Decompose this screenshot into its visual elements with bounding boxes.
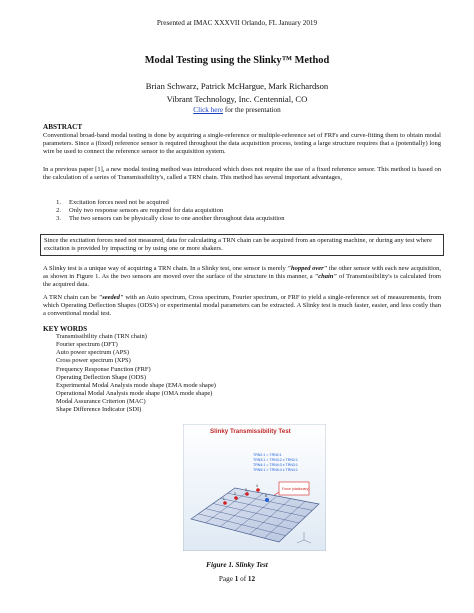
keyword-item: Frequency Response Function (FRF) [56,365,151,373]
figure-panel-title: Slinky Transmissibility Test [210,428,291,435]
list-item: 3. The two sensors can be physically close to one another throughout data acquisition [56,215,285,223]
highlight-box: Since the excitation forces need not measured, data for calculating a TRN chain can be acquired from an operating machine, or during any test where excitation is provided by impacting or by using one or more shakers. [40,234,444,256]
page-number: 1 [234,575,239,583]
advantages-list [43,199,441,224]
affiliation: Vibrant Technology, Inc. Centennial, CO [166,94,308,104]
seeded-term: "seeded" [98,294,124,301]
abstract-paragraph-1: Conventional broad-band modal testing is done by acquiring a single-reference or multiple-reference set of FRFs and curve-fitting them to obtain modal parameters. Since a (fixed) reference sensor is required throughout the data acquisition process, testing a large structure requires that a (potentially) long wire be used to connect the reference sensor to the acquisition system. [43,132,441,156]
paper-title: Modal Testing using the Slinky™ Method [144,55,330,66]
trn-equation: TRN4:1 = TRN4:3 x TRN3:1 [253,463,298,467]
keywords-list [56,333,216,415]
keywords-heading: KEY WORDS [43,325,88,333]
sensor-marker [223,501,227,505]
list-item: 2. Only two response sensors are required for data acquisition [56,207,224,215]
trn-equation: TRN5:1 = TRN5:4 x TRN4:1 [253,468,298,472]
chain-term: "chain" [314,273,338,281]
force-callout-text: Force (stationary) [282,487,310,491]
sensor-marker [234,496,238,500]
keyword-item: Operating Deflection Shape (ODS) [56,373,146,381]
hopped-over-term: "hopped over" [287,265,328,272]
list-item: 1. Excitation forces need not be acquired [56,199,169,206]
presentation-text: for the presentation [223,106,281,114]
keyword-item: Transmissibility chain (TRN chain) [56,333,147,340]
keyword-item: Cross power spectrum (XPS) [56,357,131,365]
keyword-item: Shape Difference Indicator (SDI) [56,406,142,414]
presentation-line [0,106,474,114]
keyword-item: Auto power spectrum (APS) [56,349,129,357]
sensor-marker [245,492,249,496]
sensor-marker [256,488,260,492]
page-footer: Page 1 of 12 [218,575,256,583]
trn-equation: TRN2:1 = TRN2:1 [253,453,282,457]
keyword-item: Modal Assurance Criterion (MAC) [56,398,146,406]
keyword-item: Operational Modal Analysis mode shape (OMA mode shape) [56,390,213,398]
abstract-paragraph-3: A Slinky test is a unique way of acquiring a TRN chain. In a Slinky test, one sensor is merely "hopped over" the other sensor with each new acquisition, as shown in Figure 1. As the two sensors are moved over the surface of the structure in this manner, a "chain" of Transmissibility's is calculated from the acquired data. [43,265,441,289]
figure-caption: Figure 1. Slinky Test [206,561,268,569]
keyword-item: Fourier spectrum (DFT) [56,341,118,349]
point-label: 4 [256,484,258,488]
point-label: 3 [245,488,247,492]
point-label: 2 [234,492,236,496]
trn-equation: TRN3:1 = TRN3:2 x TRN2:1 [253,458,298,462]
abstract-paragraph-2: In a previous paper [1], a new modal testing method was introduced which does not require the use of a fixed reference sensor. This method is based on the calculation of a series of Transmissibility's, called a TRN chain. This method has several important advantages, [43,166,441,182]
force-marker [265,498,269,502]
presentation-link[interactable]: Click here [193,106,224,114]
author-list: Brian Schwarz, Patrick McHargue, Mark Richardson [145,81,329,91]
point-label: 1 [223,497,225,501]
abstract-heading: ABSTRACT [43,123,83,131]
page-total: 12 [247,575,256,583]
slinky-test-figure [183,424,326,551]
point-label: 5 [265,494,267,498]
keyword-item: Experimental Modal Analysis mode shape (EMA mode shape) [56,381,216,389]
conference-header: Presented at IMAC XXXVII Orlando, FL January 2019 [156,19,318,27]
abstract-paragraph-4: A TRN chain can be "seeded" with an Auto spectrum, Cross spectrum, Fourier spectrum, or FRF to yield a single-reference set of measurements, from which Operating Deflection Shapes (ODS's) or experimental modal parameters can be extracted. A Slinky test is much faster, easier, and less costly than a conventional modal test. [43,294,442,318]
slinky-figure-canvas [183,424,326,551]
